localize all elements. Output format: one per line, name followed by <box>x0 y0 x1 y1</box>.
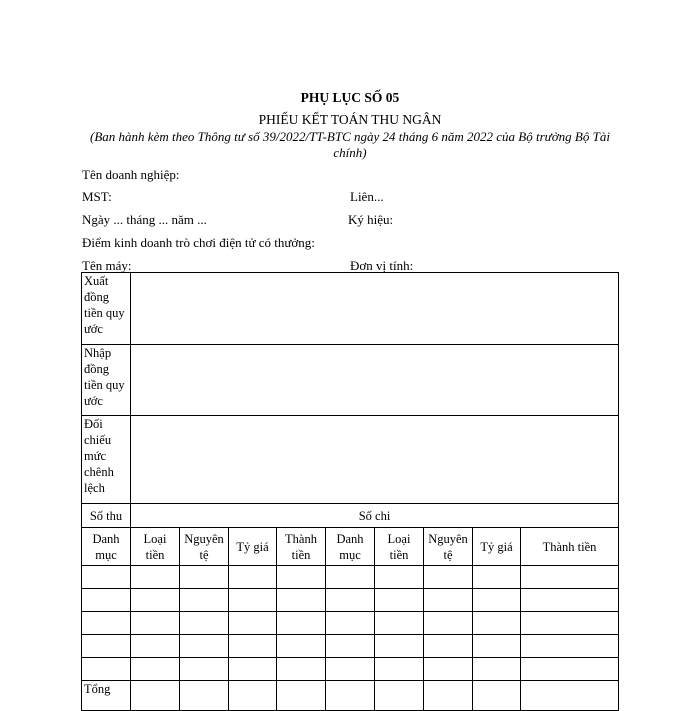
column-header: Danh mục <box>82 528 131 566</box>
table-row <box>82 658 619 681</box>
column-header: Tỷ giá <box>229 528 277 566</box>
column-header: Thành tiền <box>521 528 619 566</box>
column-header: Nguyên tệ <box>180 528 229 566</box>
import-value-cell <box>131 345 619 416</box>
table-row <box>82 635 619 658</box>
legal-note: (Ban hành kèm theo Thông tư số 39/2022/TT-BTC ngày 24 tháng 6 năm 2022 của Bộ trưởng Bộ Tài chính) <box>90 129 610 160</box>
document-subtitle: PHIẾU KẾT TOÁN THU NGÂN <box>258 112 442 127</box>
row-header-import: Nhập đồng tiền quy ước <box>82 345 131 416</box>
column-header: Nguyên tệ <box>424 528 473 566</box>
column-header: Tỷ giá <box>473 528 521 566</box>
business-location-field: Điểm kinh doanh trò chơi điện tử có thưởng: <box>82 235 315 250</box>
table-row <box>82 566 619 589</box>
document-title: PHỤ LỤC SỐ 05 <box>300 90 400 105</box>
cashier-settlement-table <box>81 272 619 711</box>
total-row-header: Tổng <box>82 681 131 711</box>
row-header-export: Xuất đồng tiền quy ước <box>82 273 131 345</box>
export-value-cell <box>131 273 619 345</box>
date-field: Ngày ... tháng ... năm ... <box>82 212 207 227</box>
column-header: Danh mục <box>326 528 375 566</box>
compare-value-cell <box>131 416 619 504</box>
column-header: Thành tiền <box>277 528 326 566</box>
table-row <box>82 612 619 635</box>
payments-header: Số chi <box>131 504 619 528</box>
symbol-field: Ký hiệu: <box>348 212 394 227</box>
column-header: Loại tiền <box>375 528 424 566</box>
machine-name-field: Tên máy: <box>82 258 132 273</box>
unit-field: Đơn vị tính: <box>350 258 414 273</box>
receipts-header: Số thu <box>82 504 131 528</box>
company-name-field: Tên doanh nghiệp: <box>82 167 180 182</box>
table-row <box>82 589 619 612</box>
row-header-compare: Đối chiếu mức chênh lệch <box>82 416 131 504</box>
copy-field: Liên... <box>350 189 384 204</box>
column-header: Loại tiền <box>131 528 180 566</box>
tax-code-field: MST: <box>82 189 112 204</box>
